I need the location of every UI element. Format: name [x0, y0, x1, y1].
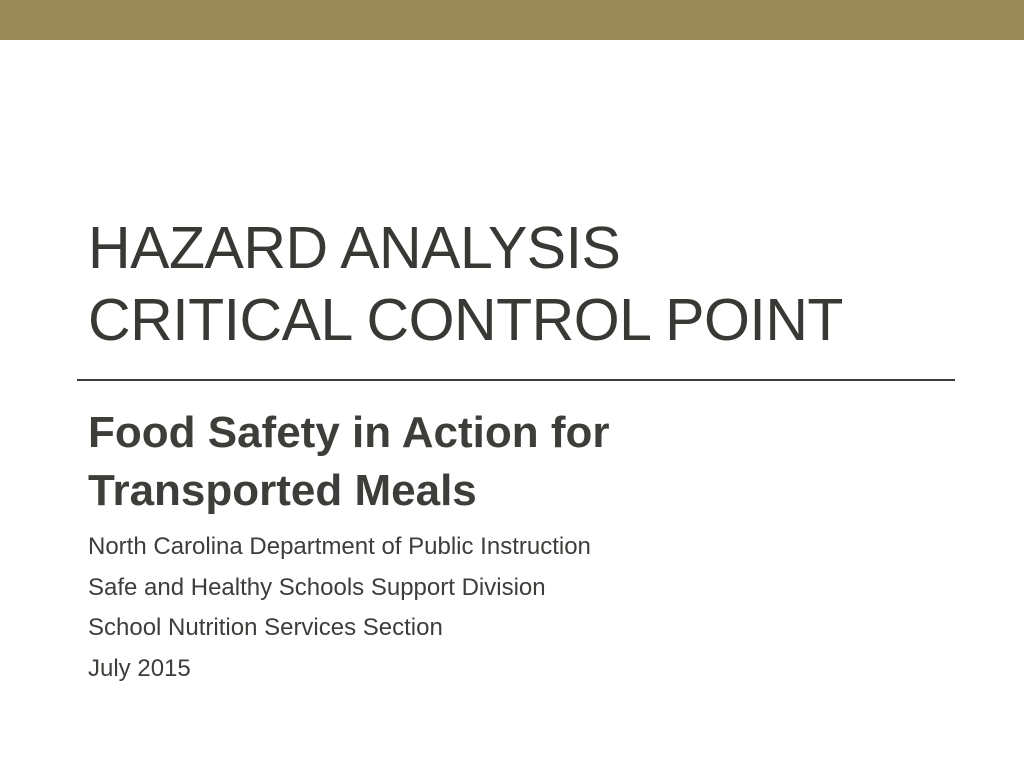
subtitle-line-1: Food Safety in Action for: [88, 408, 610, 457]
slide-title: [88, 212, 968, 356]
title-line-2: CRITICAL CONTROL POINT: [88, 287, 843, 353]
top-accent-band: [0, 0, 1024, 40]
presentation-date: July 2015: [88, 654, 191, 682]
subtitle-line-2: Transported Meals: [88, 466, 477, 515]
title-line-1: HAZARD ANALYSIS: [88, 215, 621, 281]
title-divider: [77, 379, 955, 381]
department-name: North Carolina Department of Public Instruction: [88, 533, 591, 560]
section-name: School Nutrition Services Section: [88, 614, 443, 641]
division-name: Safe and Healthy Schools Support Division: [88, 573, 546, 601]
presenter-info: [88, 527, 948, 689]
slide-subtitle: [88, 404, 948, 520]
